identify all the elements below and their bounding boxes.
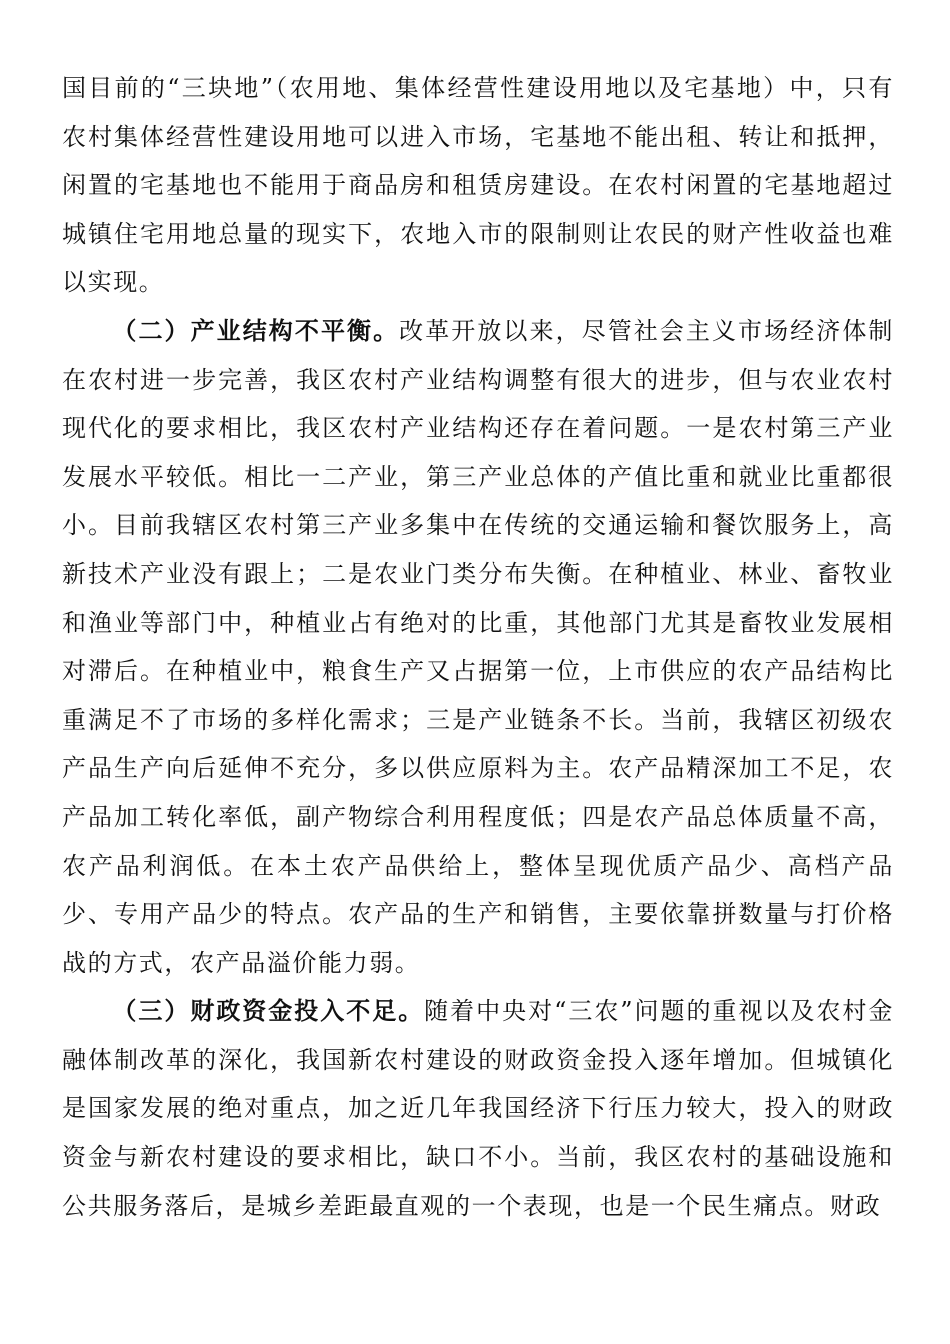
- document-page: [62, 64, 894, 1230]
- paragraph-text: 改革开放以来，尽管社会主义市场经济体制在农村进一步完善，我区农村产业结构调整有很大的进步，但与农业农村现代化的要求相比，我区农村产业结构还存在着问题。一是农村第三产业发展水平较低。相比一二产业，第三产业总体的产值比重和就业比重都很小。目前我辖区农村第三产业多集中在传统的交通运输和餐饮服务上，高新技术产业没有跟上；二是农业门类分布失衡。在种植业、林业、畜牧业和渔业等部门中，种植业占有绝对的比重，其他部门尤其是畜牧业发展相对滞后。在种植业中，粮食生产又占据第一位，上市供应的农产品结构比重满足不了市场的多样化需求；三是产业链条不长。当前，我辖区初级农产品生产向后延伸不充分，多以供应原料为主。农产品精深加工不足，农产品加工转化率低，副产物综合利用程度低；四是农产品总体质量不高，农产品利润低。在本土农产品供给上，整体呈现优质产品少、高档产品少、专用产品少的特点。农产品的生产和销售，主要依靠拼数量与打价格战的方式，农产品溢价能力弱。: [62, 316, 894, 977]
- section-heading-fiscal: （三）财政资金投入不足。: [112, 996, 425, 1026]
- paragraph-text: 国目前的“三块地”（农用地、集体经营性建设用地以及宅基地）中，只有农村集体经营性建设用地可以进入市场，宅基地不能出租、转让和抵押，闲置的宅基地也不能用于商品房和租赁房建设。在农村闲置的宅基地超过城镇住宅用地总量的现实下，农地入市的限制则让农民的财产性收益也难以实现。: [62, 74, 894, 297]
- paragraph-industry-structure: [62, 307, 894, 987]
- paragraph-land-use: [62, 64, 894, 307]
- paragraph-text: 随着中央对“三农”问题的重视以及农村金融体制改革的深化，我国新农村建设的财政资金投入逐年增加。但城镇化是国家发展的绝对重点，加之近几年我国经济下行压力较大，投入的财政资金与新农村建设的要求相比，缺口不小。当前，我区农村的基础设施和公共服务落后，是城乡差距最直观的一个表现，也是一个民生痛点。财政: [62, 997, 894, 1220]
- paragraph-fiscal-investment: [62, 987, 894, 1230]
- section-heading-industry: （二）产业结构不平衡。: [112, 315, 400, 345]
